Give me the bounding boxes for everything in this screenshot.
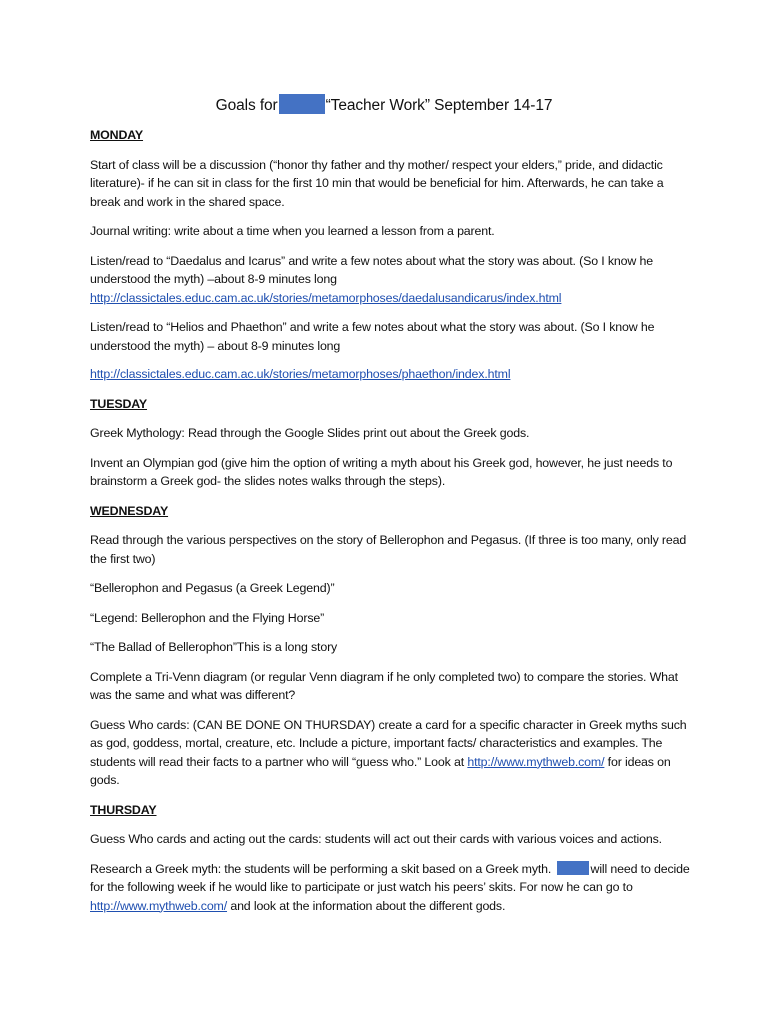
tuesday-olympian-paragraph: Invent an Olympian god (give him the option of writing a myth about his Greek god, however, he just needs to brainstorm a Greek god- the slides notes walks through the steps). xyxy=(90,455,673,488)
monday-journal-paragraph: Journal writing: write about a time when you learned a lesson from a parent. xyxy=(90,224,495,238)
wednesday-story-2: “Legend: Bellerophon and the Flying Horse” xyxy=(90,610,325,625)
wednesday-heading: WEDNESDAY xyxy=(90,503,169,518)
guess-who-end: for ideas on gods. xyxy=(90,754,671,787)
title-prefix: Goals for xyxy=(215,97,278,114)
redaction-box-inline xyxy=(557,861,589,875)
mythweb-link[interactable]: http://www.mythweb.com/ xyxy=(467,754,605,769)
redaction-box xyxy=(279,94,325,114)
monday-daedalus-paragraph: Listen/read to “Daedalus and Icarus” and write a few notes about what the story was about. (So I know he understood the myth) –about 8-9 minutes long xyxy=(90,253,653,286)
monday-phaethon-link-line xyxy=(90,365,690,384)
title-suffix: “Teacher Work” September 14-17 xyxy=(325,97,553,114)
wednesday-story-3: “The Ballad of Bellerophon”This is a long story xyxy=(90,640,338,654)
wednesday-story-1: “Bellerophon and Pegasus (a Greek Legend)” xyxy=(90,581,335,595)
monday-heading: MONDAY xyxy=(90,128,144,142)
wednesday-perspectives-paragraph: Read through the various perspectives on the story of Bellerophon and Pegasus. (If three is too many, only read the first two) xyxy=(90,533,687,566)
mythweb-link-2[interactable]: http://www.mythweb.com/ xyxy=(90,898,228,913)
monday-helios-paragraph: Listen/read to “Helios and Phaethon” and write a few notes about what the story was about. (So I know he understood the myth) – about 8-9 minutes long xyxy=(90,320,655,353)
tuesday-heading: TUESDAY xyxy=(90,396,148,411)
thursday-research-paragraph xyxy=(90,860,690,916)
wednesday-guess-who-paragraph xyxy=(90,716,690,790)
monday-daedalus-link-line xyxy=(90,289,690,308)
document-body xyxy=(90,126,690,915)
document-title xyxy=(0,94,768,115)
research-text-middle: will need to decide for the following week if he would like to participate or just watch his peers’ skits. For now he can go to xyxy=(90,861,690,894)
research-text-end: and look at the information about the different gods. xyxy=(227,898,506,913)
daedalus-link[interactable]: http://classictales.educ.cam.ac.uk/stories/metamorphoses/daedalusandicarus/index.html xyxy=(90,290,562,305)
guess-who-text: Guess Who cards: (CAN BE DONE ON THURSDAY) create a card for a specific character in Greek myths such as god, goddess, mortal, creature, etc. Include a picture, important facts/ characteristics and examples. The students will read their facts to a partner who will “guess who.” Look at xyxy=(90,717,687,769)
tuesday-slides-paragraph: Greek Mythology: Read through the Google Slides print out about the Greek gods. xyxy=(90,426,530,440)
thursday-heading: THURSDAY xyxy=(90,802,157,817)
wednesday-venn-paragraph: Complete a Tri-Venn diagram (or regular Venn diagram if he only completed two) to compare the stories. What was the same and what was different? xyxy=(90,669,678,702)
monday-discussion-paragraph: Start of class will be a discussion (“honor thy father and thy mother/ respect your elders,” pride, and didactic literature)- if he can sit in class for the first 10 min that would be beneficial for him. Afterwards, he can take a break and work in the shared space. xyxy=(90,157,664,209)
phaethon-link[interactable]: http://classictales.educ.cam.ac.uk/stories/metamorphoses/phaethon/index.html xyxy=(90,367,511,381)
research-text-start: Research a Greek myth: the students will be performing a skit based on a Greek myth. xyxy=(90,861,552,876)
thursday-acting-paragraph: Guess Who cards and acting out the cards: students will act out their cards with various voices and actions. xyxy=(90,832,662,846)
